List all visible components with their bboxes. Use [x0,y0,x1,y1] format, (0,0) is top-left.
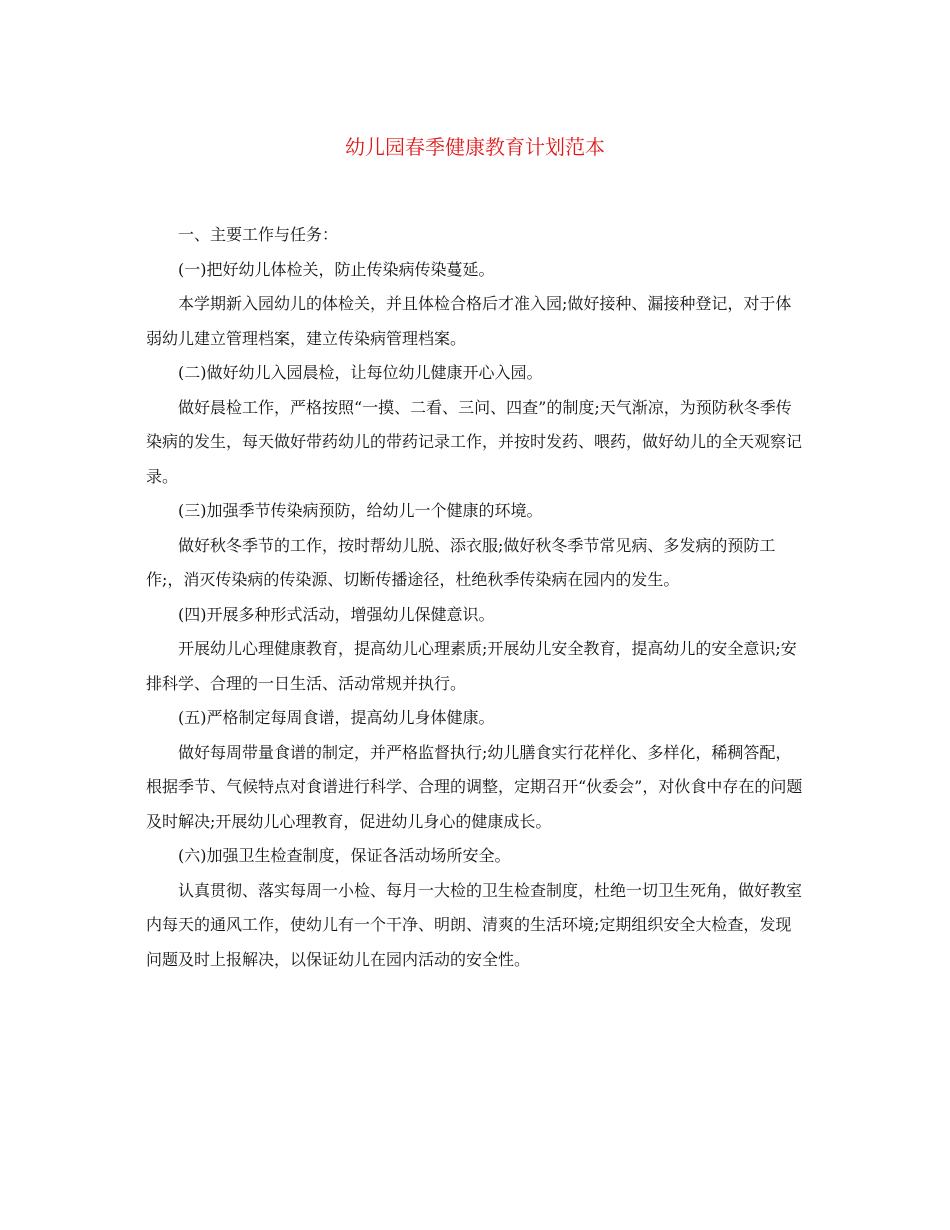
paragraph-subheading-3: (三)加强季节传染病预防，给幼儿一个健康的环境。 [178,501,543,520]
document-title: 幼儿园春季健康教育计划范本 [345,135,605,159]
paragraph-subheading-1: (一)把好幼儿体检关，防止传染病传染蔓延。 [178,259,495,279]
paragraph-body-6: 认真贯彻、落实每周一小检、每月一大检的卫生检查制度，杜绝一切卫生死角，做好教室内每天的通风工作，使幼儿有一个干净、明朗、清爽的生活环境;定期组织安全大检查，发现问题及时上报解决，以保证幼儿在园内活动的安全性。 [146,880,803,969]
paragraph-body-4: 开展幼儿心理健康教育，提高幼儿心理素质;开展幼儿安全教育，提高幼儿的安全意识;安排科学、合理的一日生活、活动常规并执行。 [146,639,797,693]
paragraph-subheading-6: (六)加强卫生检查制度，保证各活动场所安全。 [178,846,511,865]
document-body [146,218,806,977]
paragraph-subheading-4: (四)开展多种形式活动，增强幼儿保健意识。 [178,604,495,624]
paragraph-subheading-5: (五)严格制定每周食谱，提高幼儿身体健康。 [178,708,495,727]
paragraph-body-5: 做好每周带量食谱的制定，并严格监督执行;幼儿膳食实行花样化、多样化，稀稠答配，根据季节、气候特点对食谱进行科学、合理的调整，定期召开“伙委会”，对伙食中存在的问题及时解决;开展幼儿心理教育，促进幼儿身心的健康成长。 [146,742,803,831]
paragraph-body-3: 做好秋冬季节的工作，按时帮幼儿脱、添衣服;做好秋冬季节常见病、多发病的预防工作;，消灭传染病的传染源、切断传播途径，杜绝秋季传染病在园内的发生。 [146,535,776,589]
paragraph-heading-main-tasks: 一、主要工作与任务： [178,225,339,244]
paragraph-body-1: 本学期新入园幼儿的体检关，并且体检合格后才准入园;做好接种、漏接种登记，对于体弱幼儿建立管理档案，建立传染病管理档案。 [146,294,792,348]
paragraph-body-2: 做好晨检工作，严格按照“一摸、二看、三问、四查”的制度;天气渐凉，为预防秋冬季传染病的发生，每天做好带药幼儿的带药记录工作，并按时发药、喂药，做好幼儿的全天观察记录。 [146,397,803,486]
paragraph-subheading-2: (二)做好幼儿入园晨检，让每位幼儿健康开心入园。 [178,363,543,382]
